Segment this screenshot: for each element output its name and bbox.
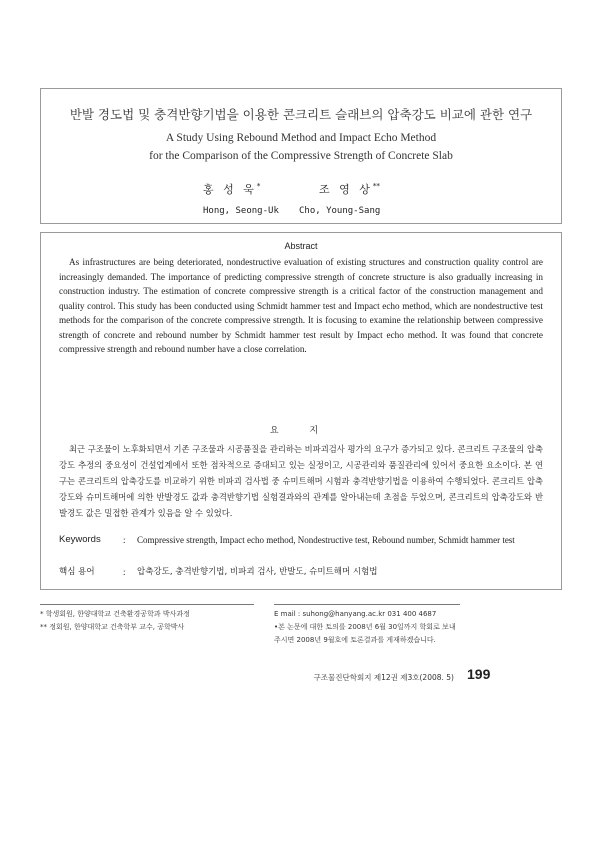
footnote-discussion-2: 주시면 2008년 9월호에 토론결과를 게재하겠습니다.: [274, 636, 436, 644]
footnotes-right: [274, 608, 456, 647]
footnote-rule-right: [274, 604, 460, 605]
abstract-text: As infrastructures are being deteriorated, nondestructive evaluation of existing structures and construction quality control are increasingly demanded. The importance of predicting compressive strength of concrete structure is also gradually increasing in construction industry. The estimation of concrete compressive strength is a critical factor of the construction management and quality control. This study has been conducted using Schmidt hammer test and Impact echo method, which are nondestructive test methods for the comparison of the concrete compressive strength. It is focusing to examine the relationship between compressive strength of concrete and rebound number by Schmidt hammer test result by Impact echo method. It was found that concrete compressive strength and rebound number have a close correlation.: [59, 257, 543, 354]
keywords-separator: :: [123, 535, 126, 545]
footnote-email: E mail : suhong@hanyang.ac.kr 031 400 4687: [274, 610, 437, 618]
footnote-author-1: * 학생회원, 한양대학교 건축환경공학과 박사과정: [40, 610, 190, 618]
author-2: [299, 181, 380, 216]
footnote-rule-left: [40, 604, 254, 605]
keywords-label: Keywords: [59, 534, 101, 545]
author-1: [203, 181, 279, 216]
author-1-name-kr: 홍 성 욱: [203, 183, 257, 196]
author-1-mark: *: [256, 182, 261, 191]
journal-reference: 구조물진단학회지 제12권 제3호(2008. 5): [313, 673, 454, 682]
keywords-kr-value: 압축강도, 충격반향기법, 비파괴 검사, 반발도, 슈미트해머 시험법: [137, 567, 378, 577]
footnotes-left: [40, 608, 190, 634]
keywords-kr-row: [59, 565, 543, 579]
author-1-name-en: Hong, Seong-Uk: [203, 206, 279, 216]
keywords-value: Compressive strength, Impact echo method, Nondestructive test, Rebound number, Schmidt hammer test: [137, 535, 515, 545]
yoji-heading: 요 지: [269, 426, 333, 436]
keywords-row: [59, 533, 543, 547]
footnote-discussion-1: •본 논문에 대한 토의를 2008년 6월 30일까지 학회로 보내: [274, 623, 456, 631]
author-2-name-kr: 조 영 상: [319, 183, 373, 196]
yoji-text: 최근 구조물이 노후화되면서 기존 구조물과 시공품질을 관리하는 비파괴검사 평가의 요구가 증가되고 있다. 콘크리트 구조물의 압축강도 추정의 중요성이 건설업계에서 또한 점차적으로 증대되고 있는 실정이고, 시공관리와 품질관리에 있어서 중요한 요소이다. 본 연구는 콘크리트의 압축강도를 비교하기 위한 비파괴 검사법 중 슈미트해머 시험과 충격반향기법을 이용하여 수행되었다. 콘크리트 압축강도와 슈미트해머에 의한 반발경도 값과 충격반향기법 실험결과와의 관계를 알아내는데 초점을 두었으며, 콘크리트의 압축강도와 반발경도 값은 밀접한 관계가 있음을 알 수 있었다.: [59, 444, 543, 518]
abstract-heading: Abstract: [284, 241, 318, 251]
footnote-author-2: ** 정회원, 한양대학교 건축학부 교수, 공학박사: [40, 623, 185, 631]
english-title-line1: A Study Using Rebound Method and Impact Echo Method: [165, 132, 437, 144]
keywords-kr-separator: :: [123, 567, 126, 577]
author-2-mark: **: [372, 182, 380, 191]
korean-title: 반발 경도법 및 충격반향기법을 이용한 콘크리트 슬래브의 압축강도 비교에 관한 연구: [69, 107, 533, 122]
page-number: 199: [467, 666, 491, 682]
author-2-name-en: Cho, Young-Sang: [299, 206, 381, 216]
english-title-line2: for the Comparison of the Compressive Strength of Concrete Slab: [149, 150, 453, 162]
abstract-box: [40, 232, 562, 590]
title-box: [40, 88, 562, 224]
keywords-kr-label: 핵심 용어: [59, 567, 95, 577]
